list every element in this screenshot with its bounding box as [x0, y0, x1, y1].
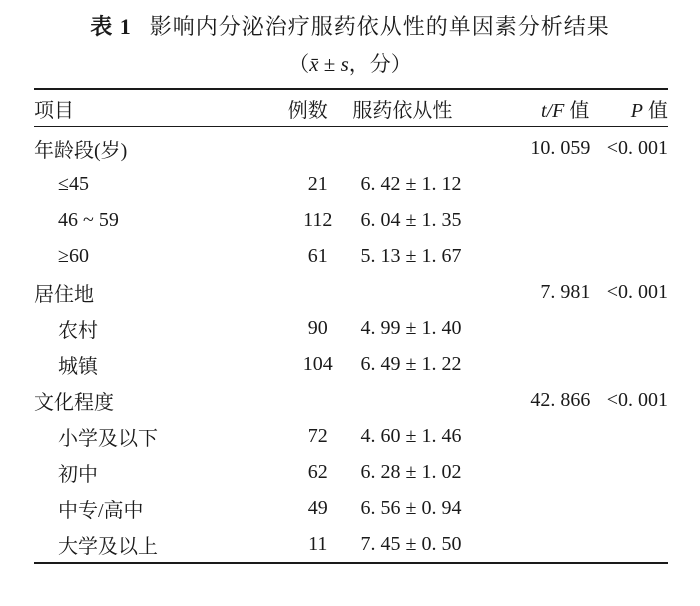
subtitle-plusminus: ±: [318, 52, 341, 76]
cell-adherence: 6. 42 ± 1. 12: [360, 172, 462, 195]
header-count: 例数: [287, 99, 328, 122]
cell-p-value: [590, 490, 668, 526]
cell-adherence: 4. 60 ± 1. 46: [360, 424, 462, 447]
cell-count: 90: [307, 316, 328, 339]
cell-count: [287, 130, 348, 166]
header-p-suffix: 值: [643, 99, 668, 122]
subtitle-sd-symbol: s: [340, 52, 349, 76]
table-subtitle: [0, 48, 700, 78]
header-tf-suffix: 值: [564, 99, 590, 122]
cell-item: 居住地: [34, 283, 94, 306]
cell-count: [287, 382, 348, 418]
subtitle-unit: 分: [369, 52, 391, 76]
cell-adherence: 6. 28 ± 1. 02: [360, 460, 462, 483]
table-row: [34, 490, 668, 526]
subtitle-close-paren: ）: [390, 52, 412, 76]
cell-item: ≥60: [58, 244, 89, 267]
table-title-text: 影响内分泌治疗服药依从性的单因素分析结果: [149, 15, 610, 40]
table-row: [34, 382, 668, 418]
cell-item: 文化程度: [34, 391, 114, 414]
subtitle-separator: ，: [348, 52, 370, 76]
header-tf-symbol: t/F: [541, 99, 565, 122]
cell-adherence: [348, 274, 504, 310]
cell-tf-value: [504, 202, 590, 238]
table-row: [34, 166, 668, 202]
cell-count: 61: [307, 244, 328, 267]
cell-tf-value: 42. 866: [530, 388, 591, 411]
cell-item: 46 ~ 59: [58, 208, 119, 231]
cell-tf-value: [504, 454, 590, 490]
cell-p-value: [590, 310, 668, 346]
cell-p-value: [590, 454, 668, 490]
cell-item: 大学及以上: [58, 535, 158, 558]
cell-item: 年龄段(岁): [34, 139, 128, 162]
header-adherence: 服药依从性: [352, 99, 453, 122]
cell-count: [287, 274, 348, 310]
cell-count: 21: [307, 172, 328, 195]
subtitle-mean-symbol: x̄: [309, 52, 319, 76]
table-row: [34, 418, 668, 454]
cell-p-value: [590, 346, 668, 382]
cell-p-value: [590, 202, 668, 238]
cell-count: 112: [303, 208, 333, 231]
cell-tf-value: 10. 059: [530, 136, 591, 159]
cell-adherence: 5. 13 ± 1. 67: [360, 244, 462, 267]
table-row: [34, 346, 668, 382]
table-row: [34, 454, 668, 490]
table-header-rule: [34, 126, 668, 127]
table-row: [34, 130, 668, 166]
cell-p-value: <0. 001: [606, 280, 668, 303]
cell-count: 62: [307, 460, 328, 483]
cell-tf-value: [504, 166, 590, 202]
cell-adherence: [348, 130, 504, 166]
header-p-symbol: P: [630, 99, 643, 122]
cell-tf-value: [504, 346, 590, 382]
cell-count: 72: [307, 424, 328, 447]
table-row: [34, 238, 668, 274]
cell-count: 104: [302, 352, 333, 375]
cell-adherence: 6. 04 ± 1. 35: [360, 208, 462, 231]
header-tf-value: [501, 90, 590, 126]
cell-p-value: [590, 166, 668, 202]
cell-adherence: 7. 45 ± 0. 50: [360, 532, 462, 555]
header-row: [34, 90, 668, 126]
cell-item: 初中: [58, 463, 98, 486]
cell-tf-value: 7. 981: [540, 280, 591, 303]
header-p-value: [589, 90, 668, 126]
table-body: [34, 130, 668, 562]
cell-item: 中专/高中: [58, 499, 144, 522]
cell-count: 11: [308, 532, 328, 555]
table-number: 表 1: [90, 14, 132, 39]
table-title: [0, 10, 700, 41]
table-header: [34, 90, 668, 126]
cell-tf-value: [504, 490, 590, 526]
cell-tf-value: [504, 238, 590, 274]
cell-count: 49: [307, 496, 328, 519]
table-row: [34, 526, 668, 562]
table-bottom-rule: [34, 562, 668, 564]
cell-p-value: [590, 526, 668, 562]
cell-tf-value: [504, 310, 590, 346]
cell-p-value: [590, 238, 668, 274]
cell-adherence: 6. 56 ± 0. 94: [360, 496, 462, 519]
table-row: [34, 310, 668, 346]
cell-item: 农村: [58, 319, 98, 342]
cell-item: 城镇: [58, 355, 98, 378]
cell-tf-value: [504, 418, 590, 454]
cell-p-value: <0. 001: [606, 136, 668, 159]
table-row: [34, 274, 668, 310]
cell-adherence: 4. 99 ± 1. 40: [360, 316, 462, 339]
subtitle-open-paren: （: [288, 52, 310, 76]
cell-p-value: [590, 418, 668, 454]
table-row: [34, 202, 668, 238]
cell-tf-value: [504, 526, 590, 562]
cell-adherence: [348, 382, 504, 418]
cell-adherence: 6. 49 ± 1. 22: [360, 352, 462, 375]
cell-p-value: <0. 001: [606, 388, 668, 411]
header-item: 项目: [34, 99, 74, 122]
cell-item: 小学及以下: [58, 427, 158, 450]
cell-item: ≤45: [58, 172, 89, 195]
